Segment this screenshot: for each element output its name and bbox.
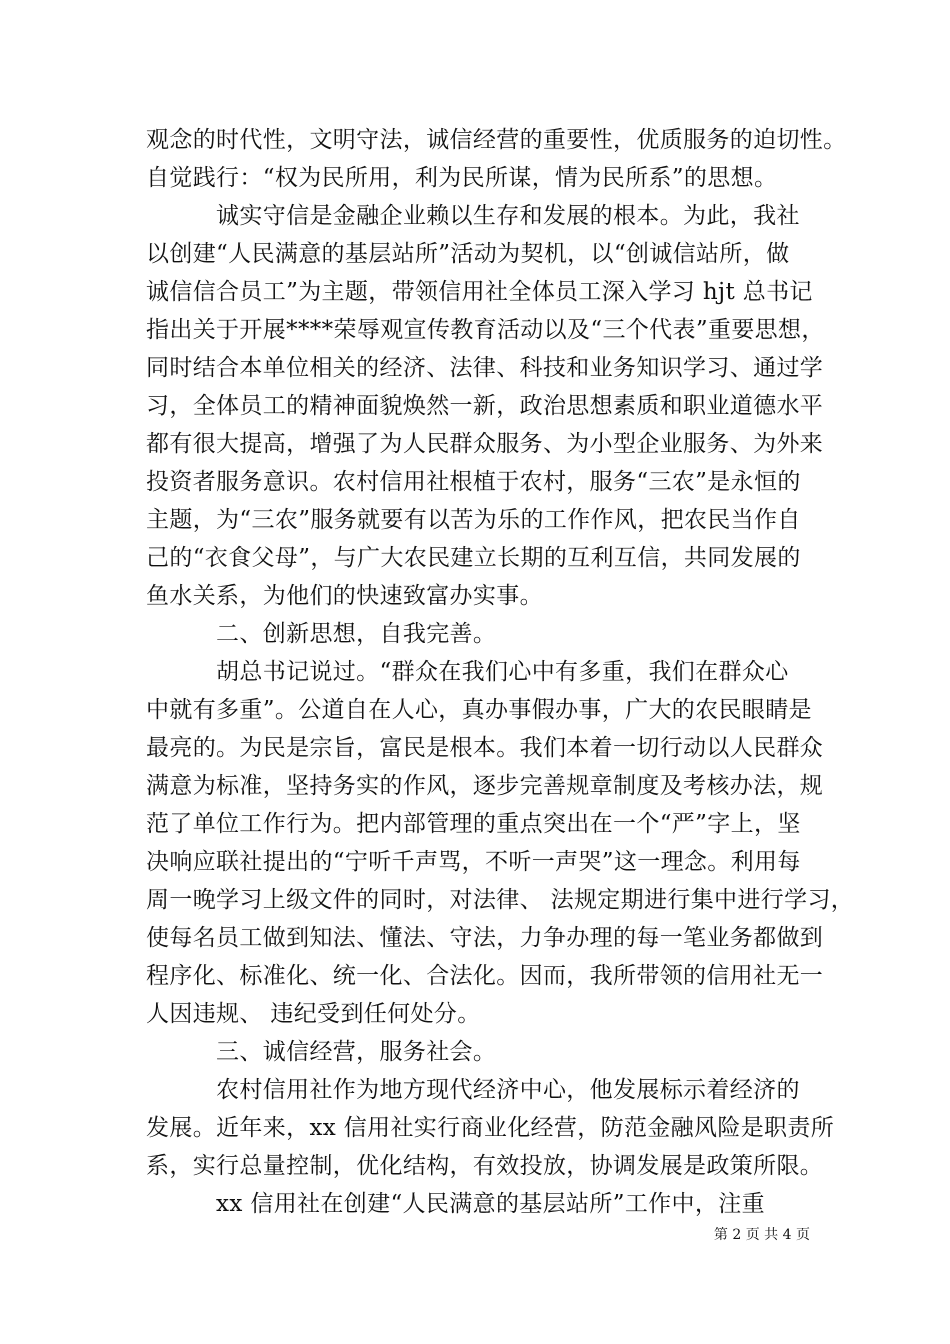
text-line: 程序化、标准化、统一化、合法化。因而，我所带领的信用社无一 <box>146 963 824 989</box>
text-line: 以创建“人民满意的基层站所”活动为契机，以“创诚信站所，做 <box>146 241 790 267</box>
text-line: xx 信用社在创建“人民满意的基层站所”工作中，注重 <box>146 1191 765 1217</box>
text-line: 使每名员工做到知法、懂法、守法，力争办理的每一笔业务都做到 <box>146 925 824 951</box>
text-line: 人因违规、 违纪受到任何处分。 <box>146 1001 481 1027</box>
text-line: 最亮的。为民是宗旨，富民是根本。我们本着一切行动以人民群众 <box>146 735 824 761</box>
text-line: 自觉践行：“权为民所用，利为民所谋，情为民所系”的思想。 <box>146 165 778 191</box>
text-line: 决响应联社提出的“宁听千声骂，不听一声哭”这一理念。利用每 <box>146 849 801 875</box>
text-line: 都有很大提高，增强了为人民群众服务、为小型企业服务、为外来 <box>146 431 824 457</box>
page-number-footer: 第 2 页 共 4 页 <box>713 1227 810 1243</box>
text-line: 系，实行总量控制，优化结构，有效投放，协调发展是政策所限。 <box>146 1153 824 1179</box>
text-line: 诚信信合员工”为主题，带领信用社全体员工深入学习 hjt 总书记 <box>146 279 813 305</box>
text-line: 发展。近年来，xx 信用社实行商业化经营，防范金融风险是职责所 <box>146 1115 835 1141</box>
text-line: 观念的时代性，文明守法，诚信经营的重要性，优质服务的迫切性。 <box>146 127 847 153</box>
text-line: 己的“衣食父母”，与广大农民建立长期的互利互信，共同发展的 <box>146 545 801 571</box>
text-line: 习，全体员工的精神面貌焕然一新，政治思想素质和职业道德水平 <box>146 393 824 419</box>
text-line: 范了单位工作行为。把内部管理的重点突出在一个“严”字上，坚 <box>146 811 801 837</box>
text-line: 满意为标准，坚持务实的作风，逐步完善规章制度及考核办法，规 <box>146 773 824 799</box>
section-heading: 二、创新思想，自我完善。 <box>146 621 497 647</box>
section-heading: 三、诚信经营，服务社会。 <box>146 1039 497 1065</box>
text-line: 主题，为“三农”服务就要有以苦为乐的工作作风，把农民当作自 <box>146 507 801 533</box>
text-line: 鱼水关系，为他们的快速致富办实事。 <box>146 583 543 609</box>
text-line: 诚实守信是金融企业赖以生存和发展的根本。为此，我社 <box>146 203 800 229</box>
text-line: 中就有多重”。公道自在人心，真办事假办事，广大的农民眼睛是 <box>146 697 812 723</box>
text-line: 胡总书记说过。“群众在我们心中有多重，我们在群众心 <box>146 659 789 685</box>
text-line: 指出关于开展****荣辱观宣传教育活动以及“三个代表”重要思想， <box>146 317 825 343</box>
text-line: 周一晚学习上级文件的同时，对法律、 法规定期进行集中进行学习， <box>146 887 855 913</box>
text-line: 同时结合本单位相关的经济、法律、科技和业务知识学习、通过学 <box>146 355 824 381</box>
text-line: 投资者服务意识。农村信用社根植于农村，服务“三农”是永恒的 <box>146 469 801 495</box>
text-line: 农村信用社作为地方现代经济中心，他发展标示着经济的 <box>146 1077 800 1103</box>
